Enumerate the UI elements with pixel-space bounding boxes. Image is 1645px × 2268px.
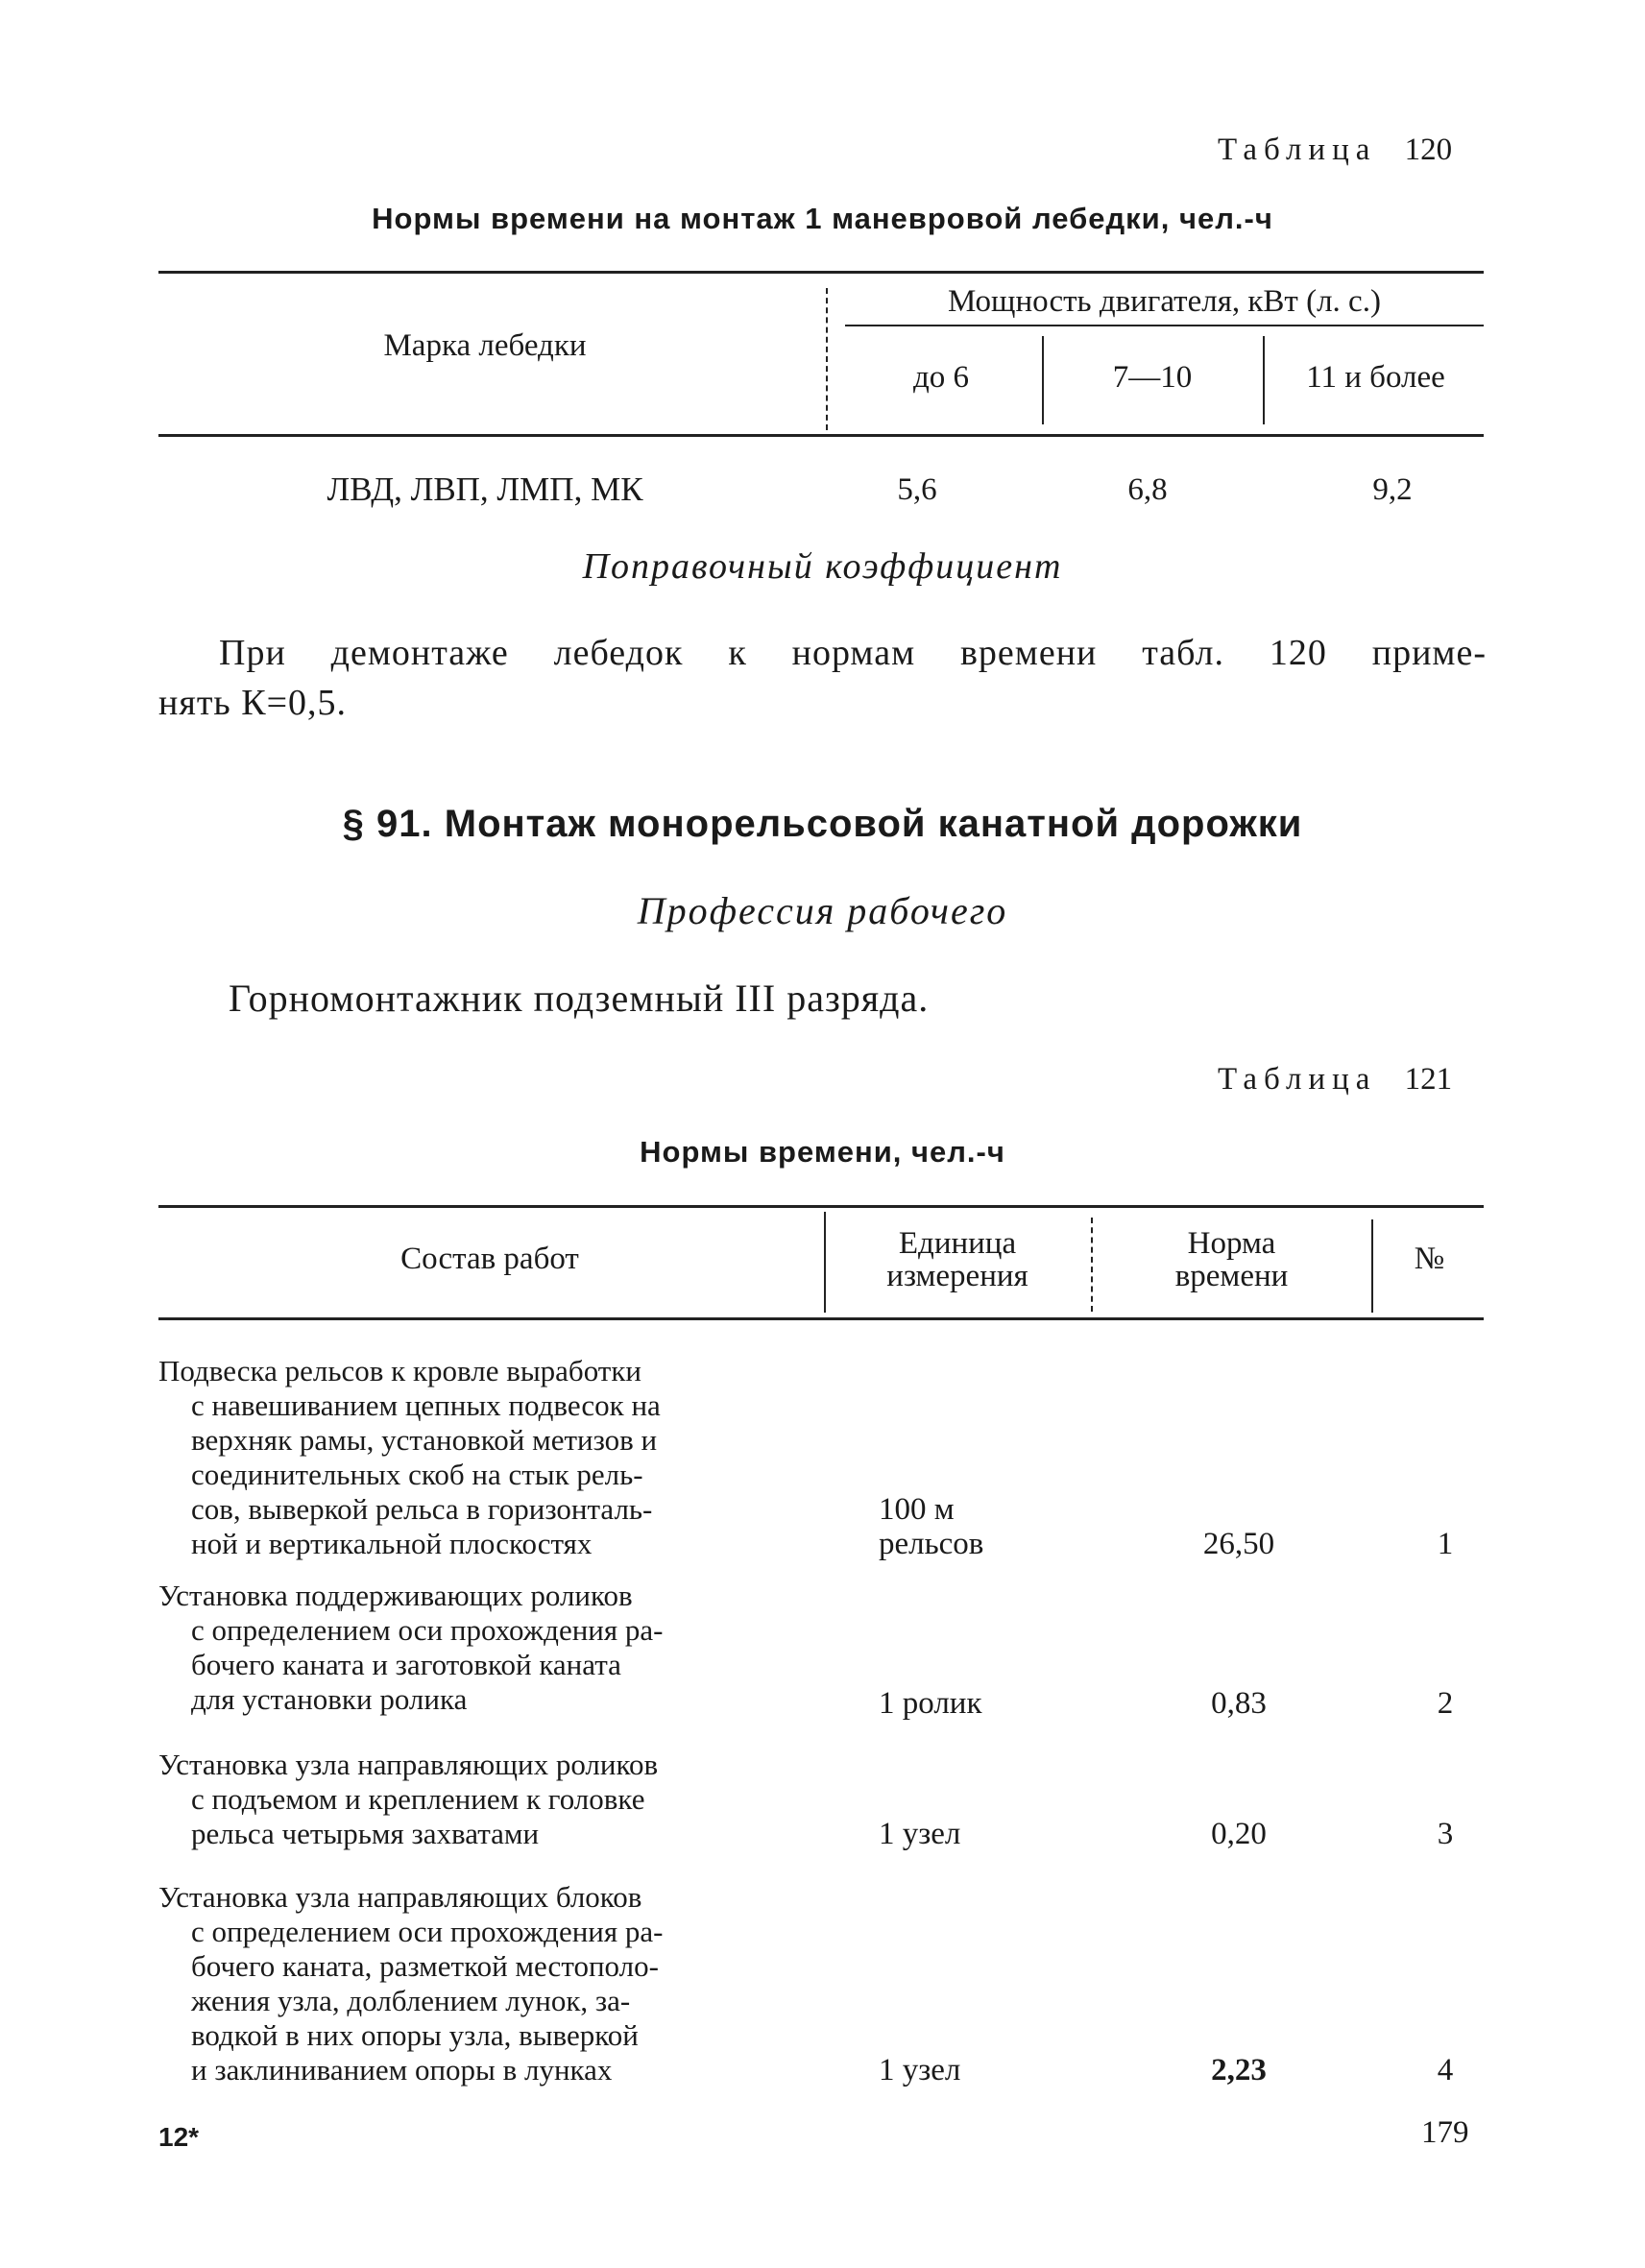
work-line: Установка поддерживающих роликов (158, 1579, 633, 1612)
table-120-sub-rule (845, 325, 1484, 326)
header-unit-line: измерения (886, 1259, 1028, 1293)
signature-mark: 12* (158, 2122, 200, 2152)
table-120-header-col1: до 6 (912, 360, 970, 395)
unit-cell (879, 1492, 983, 1561)
table-121-header-rule (158, 1317, 1484, 1320)
num-cell: 3 (1437, 1817, 1454, 1851)
table-row (158, 1354, 821, 1561)
table-row (158, 1579, 821, 1717)
table-121-title: Нормы времени, чел.-ч (640, 1135, 1005, 1169)
table-121-header-unit (828, 1227, 1087, 1292)
norm-cell: 0,83 (1211, 1686, 1267, 1721)
table-120-vrule (1263, 336, 1265, 424)
table-121-header-norm (1095, 1227, 1368, 1292)
table-120-header-col2: 7—10 (1112, 360, 1193, 395)
profession-text: Горномонтажник подземный III разряда. (229, 977, 930, 1020)
table-121-top-rule (158, 1205, 1484, 1208)
work-line: Установка узла направляющих блоков (158, 1880, 642, 1914)
table-120-vrule (826, 288, 828, 430)
header-norm-line: времени (1174, 1259, 1289, 1293)
table-120-header-power: Мощность двигателя, кВт (л. с.) (948, 284, 1381, 319)
table-121-header-num: № (1414, 1242, 1445, 1276)
section-title: § 91. Монтаж монорельсовой канатной дорожки (342, 803, 1303, 845)
table-120-title: Нормы времени на монтаж 1 маневровой лебедки, чел.-ч (372, 202, 1273, 235)
norm-cell: 2,23 (1211, 2053, 1267, 2087)
work-line: соединительных скоб на стык рель- (191, 1458, 643, 1491)
table-121-header-work: Состав работ (400, 1242, 579, 1276)
table-label-text: Таблица (1218, 133, 1377, 167)
table-120-header-brand: Марка лебедки (383, 328, 587, 363)
table-121-vrule (1091, 1218, 1093, 1312)
norm-cell: 26,50 (1202, 1527, 1275, 1561)
table-121-vrule (1371, 1219, 1373, 1313)
work-line: с подъемом и креплением к головке (191, 1782, 645, 1816)
work-line: жения узла, долблением лунок, за- (191, 1984, 631, 2017)
correction-heading: Поправочный коэффициент (582, 546, 1063, 587)
table-120-header-rule (158, 434, 1484, 437)
correction-text-line2: нять К=0,5. (158, 683, 348, 723)
table-120-header-col3: 11 и более (1306, 360, 1445, 395)
norm-cell: 0,20 (1211, 1817, 1267, 1851)
header-unit-line: Единица (898, 1226, 1017, 1261)
table-120-value: 5,6 (897, 472, 937, 507)
table-120-row-brand: ЛВД, ЛВП, ЛМП, МК (327, 470, 643, 508)
table-number: 121 (1404, 1062, 1453, 1097)
table-121-label (1218, 1062, 1452, 1098)
num-cell: 4 (1437, 2053, 1454, 2087)
work-line: с определением оси прохождения ра- (191, 1613, 664, 1647)
num-cell: 2 (1437, 1686, 1454, 1721)
unit-line: 100 м (879, 1492, 955, 1527)
work-line: Установка узла направляющих роликов (158, 1748, 659, 1781)
page-number: 179 (1421, 2115, 1469, 2150)
table-row (158, 1880, 821, 2087)
work-line: бочего каната и заготовкой каната (191, 1648, 621, 1681)
work-line: с определением оси прохождения ра- (191, 1915, 664, 1948)
table-121-vrule (824, 1212, 826, 1313)
table-120-vrule (1042, 336, 1044, 424)
work-line: с навешиванием цепных подвесок на (191, 1388, 661, 1422)
work-line: рельса четырьмя захватами (191, 1817, 540, 1850)
table-120-value: 9,2 (1372, 472, 1413, 507)
unit-cell: 1 узел (879, 1817, 961, 1851)
work-line: верхняк рамы, установкой метизов и (191, 1423, 658, 1457)
profession-heading: Профессия рабочего (637, 889, 1008, 932)
work-line: Подвеска рельсов к кровле выработки (158, 1354, 641, 1387)
table-number: 120 (1404, 133, 1453, 167)
unit-cell: 1 узел (879, 2053, 961, 2087)
work-line: сов, выверкой рельса в горизонталь- (191, 1492, 653, 1526)
header-norm-line: Норма (1187, 1226, 1276, 1261)
unit-line: рельсов (879, 1527, 984, 1561)
table-row (158, 1748, 821, 1851)
work-line: для установки ролика (191, 1682, 468, 1716)
work-line: и заклиниванием опоры в лунках (191, 2053, 613, 2087)
work-line: водкой в них опоры узла, выверкой (191, 2018, 639, 2052)
unit-cell: 1 ролик (879, 1686, 982, 1721)
table-120-label (1218, 133, 1452, 168)
table-label-text: Таблица (1218, 1062, 1377, 1097)
table-120-top-rule (158, 271, 1484, 274)
work-line: бочего каната, разметкой местополо- (191, 1949, 659, 1983)
num-cell: 1 (1437, 1527, 1454, 1561)
table-120-value: 6,8 (1127, 472, 1168, 507)
correction-text-line1: При демонтаже лебедок к нормам времени табл. 120 приме- (219, 633, 1487, 673)
work-line: ной и вертикальной плоскостях (191, 1527, 593, 1560)
